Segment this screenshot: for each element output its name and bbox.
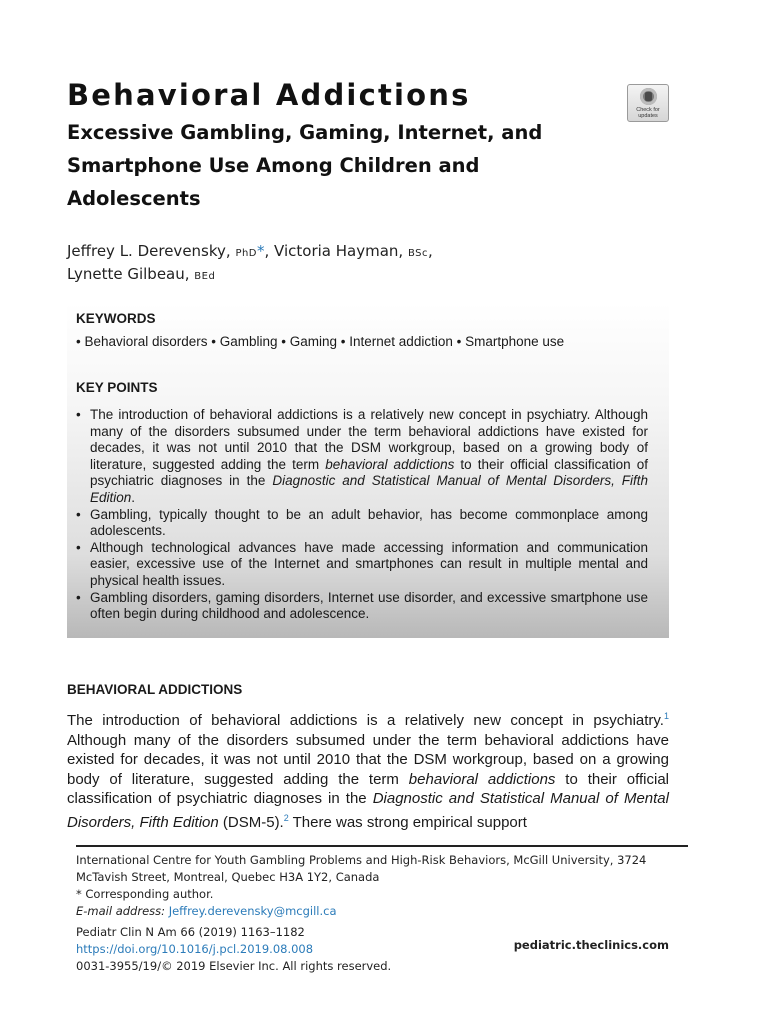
body-text-run: There was strong empirical support <box>288 813 527 831</box>
key-point-emphasis: behavioral addictions <box>325 456 455 472</box>
reference-link[interactable]: 2 <box>283 812 289 823</box>
journal-citation: Pediatr Clin N Am 66 (2019) 1163–1182 <box>76 925 305 939</box>
doi-link[interactable]: https://doi.org/10.1016/j.pcl.2019.08.008 <box>76 942 314 956</box>
check-for-updates-icon <box>640 88 657 105</box>
footnote-divider <box>76 845 688 847</box>
check-for-updates-button[interactable] <box>627 84 669 122</box>
journal-info <box>76 924 391 975</box>
author-separator: , <box>427 242 433 260</box>
body-text-run: to their official classification of psychiatric diagnoses in the <box>67 770 669 808</box>
key-point-emphasis: Diagnostic and Statistical Manual of Mental Disorders, Fifth Edition <box>90 473 649 505</box>
author-name: Lynette Gilbeau, <box>67 265 195 283</box>
footnote-block <box>76 852 688 920</box>
corresponding-author-link[interactable]: * <box>257 242 265 260</box>
body-paragraph <box>67 707 669 833</box>
key-point-text: to their official classification of psychiatric diagnoses in the <box>90 456 649 489</box>
body-text-run: The introduction of behavioral addictions is a relatively new concept in psychiatry. <box>67 712 664 729</box>
key-point-text: The introduction of behavioral addictions is a relatively new concept in psychiatry. Although many of the disorders subsumed under the term behavioral addictions have existed for decades, it was not until 2010 that the DSM workgroup, based on a growing body of literature, suggested adding the term <box>90 407 648 472</box>
email-link[interactable]: Jeffrey.derevensky@mcgill.ca <box>168 904 337 918</box>
key-point-item: • Gambling disorders, gaming disorders, Internet use disorder, and excessive smartphone use often begin during childhood and adolescence. <box>76 590 648 623</box>
author-list <box>67 241 433 287</box>
email-line <box>76 903 688 920</box>
affiliation: International Centre for Youth Gambling Problems and High-Risk Behaviors, McGill University, 3724 McTavish Street, Montreal, Quebec H3A 1Y2, Canada <box>76 853 647 884</box>
author-degree: PhD <box>235 248 258 259</box>
key-point-item <box>76 407 648 507</box>
author-name: , Victoria Hayman, <box>264 242 408 260</box>
author-name: Jeffrey L. Derevensky, <box>67 242 236 260</box>
copyright: 0031-3955/19/© 2019 Elsevier Inc. All rights reserved. <box>76 959 392 973</box>
email-label: E-mail address: <box>76 904 166 918</box>
key-points-heading: KEY POINTS <box>76 380 158 395</box>
key-point-text: . <box>131 489 136 505</box>
article-title: Behavioral Addictions <box>67 78 471 112</box>
check-for-updates-label: Check for updates <box>636 107 660 119</box>
key-point-item: • Gambling, typically thought to be an adult behavior, has become commonplace among adolescents. <box>76 507 648 540</box>
author-degree: BSc <box>407 248 428 259</box>
section-heading: BEHAVIORAL ADDICTIONS <box>67 682 243 697</box>
body-emphasis: Diagnostic and Statistical Manual of Mental Disorders, Fifth Edition <box>67 790 669 831</box>
author-degree: BEd <box>194 271 216 282</box>
key-points-list <box>76 407 648 623</box>
corresponding-author-note: * Corresponding author. <box>76 887 214 901</box>
body-text-run: (DSM-5). <box>218 813 284 831</box>
keywords-heading: KEYWORDS <box>76 311 156 326</box>
article-subtitle: Excessive Gambling, Gaming, Internet, and Smartphone Use Among Children and Adolescents <box>67 121 543 210</box>
body-text-run: Although many of the disorders subsumed under the term behavioral addictions have existed for decades, it was not until 2010 that the DSM workgroup, based on a growing body of literature, suggested adding the term <box>67 731 669 788</box>
body-emphasis: behavioral addictions <box>408 770 556 788</box>
keywords-list: • Behavioral disorders • Gambling • Gaming • Internet addiction • Smartphone use <box>76 334 565 349</box>
key-point-item: • Although technological advances have made accessing information and communication easier, excessive use of the Internet and smartphones can result in multiple mental and physical health issues. <box>76 540 648 590</box>
reference-link[interactable]: 1 <box>663 711 669 721</box>
journal-site[interactable]: pediatric.theclinics.com <box>513 938 669 952</box>
